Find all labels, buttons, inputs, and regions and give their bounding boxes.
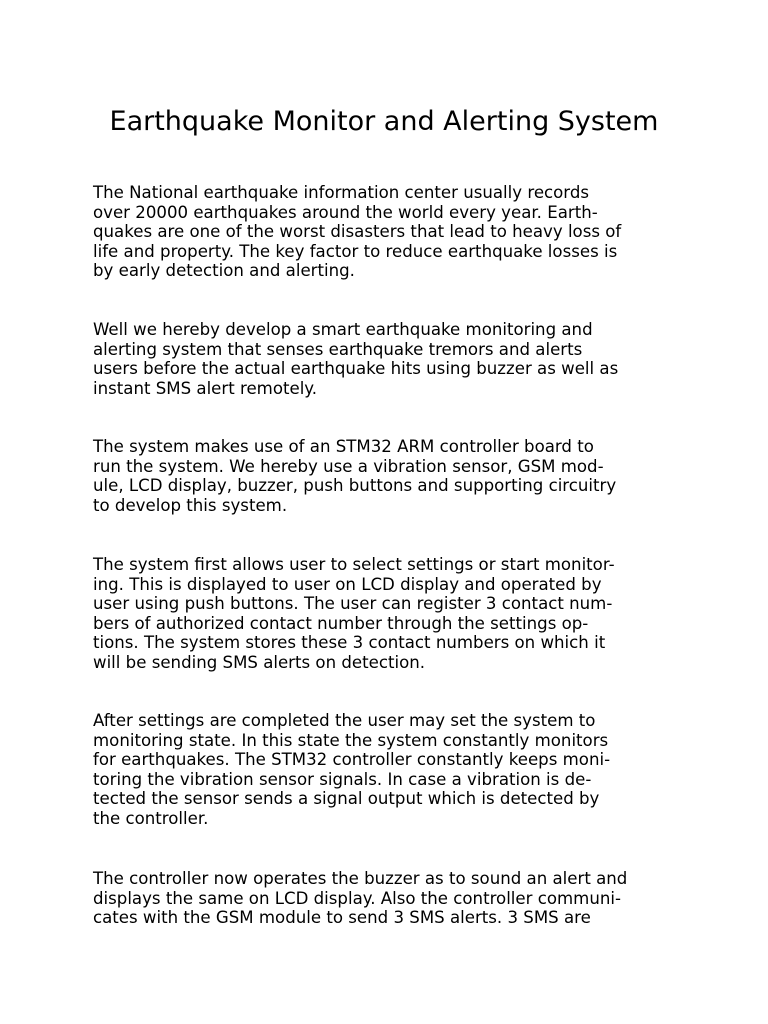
text-line: bers of authorized contact number through the settings op- bbox=[93, 613, 589, 633]
paragraph-hardware bbox=[93, 437, 616, 515]
text-line: over 20000 earthquakes around the world every year. Earth- bbox=[93, 202, 598, 222]
text-line: toring the vibration sensor signals. In case a vibration is de- bbox=[93, 769, 592, 789]
text-line: the controller. bbox=[93, 808, 209, 828]
paragraph-system-overview bbox=[93, 320, 618, 398]
text-line: tected the sensor sends a signal output which is detected by bbox=[93, 789, 600, 809]
paragraph-settings bbox=[93, 555, 615, 673]
text-line: Well we hereby develop a smart earthquake monitoring and bbox=[93, 320, 593, 339]
paragraph-alerting bbox=[93, 869, 627, 928]
text-line: by early detection and alerting. bbox=[93, 261, 355, 281]
text-line: After settings are completed the user may set the system to bbox=[93, 711, 596, 730]
text-line: users before the actual earthquake hits using buzzer as well as bbox=[93, 359, 619, 379]
text-line: cates with the GSM module to send 3 SMS alerts. 3 SMS are bbox=[93, 908, 591, 928]
text-line: life and property. The key factor to reduce earthquake losses is bbox=[93, 241, 618, 261]
text-line: instant SMS alert remotely. bbox=[93, 378, 318, 398]
document-title: Earthquake Monitor and Alerting System bbox=[109, 106, 659, 137]
text-line: The controller now operates the buzzer as to sound an alert and bbox=[93, 869, 628, 888]
text-line: run the system. We hereby use a vibration sensor, GSM mod- bbox=[93, 456, 604, 476]
text-line: to develop this system. bbox=[93, 495, 288, 515]
text-line: The system first allows user to select settings or start monitor- bbox=[93, 555, 615, 574]
text-line: tions. The system stores these 3 contact numbers on which it bbox=[93, 633, 606, 653]
text-line: The National earthquake information center usually records bbox=[93, 183, 590, 202]
text-line: will be sending SMS alerts on detection. bbox=[93, 652, 426, 672]
text-line: displays the same on LCD display. Also the controller communi- bbox=[93, 888, 621, 908]
text-line: for earthquakes. The STM32 controller constantly keeps moni- bbox=[93, 750, 611, 770]
text-line: user using push buttons. The user can register 3 contact num- bbox=[93, 594, 613, 614]
text-line: monitoring state. In this state the system constantly monitors bbox=[93, 730, 609, 750]
text-line: quakes are one of the worst disasters that lead to heavy loss of bbox=[93, 222, 622, 242]
text-line: The system makes use of an STM32 ARM controller board to bbox=[93, 437, 594, 456]
paragraph-intro bbox=[93, 183, 621, 281]
text-line: ule, LCD display, buzzer, push buttons and supporting circuitry bbox=[93, 476, 617, 496]
paragraph-monitoring bbox=[93, 711, 610, 829]
text-line: ing. This is displayed to user on LCD display and operated by bbox=[93, 574, 602, 594]
text-line: alerting system that senses earthquake tremors and alerts bbox=[93, 339, 583, 359]
